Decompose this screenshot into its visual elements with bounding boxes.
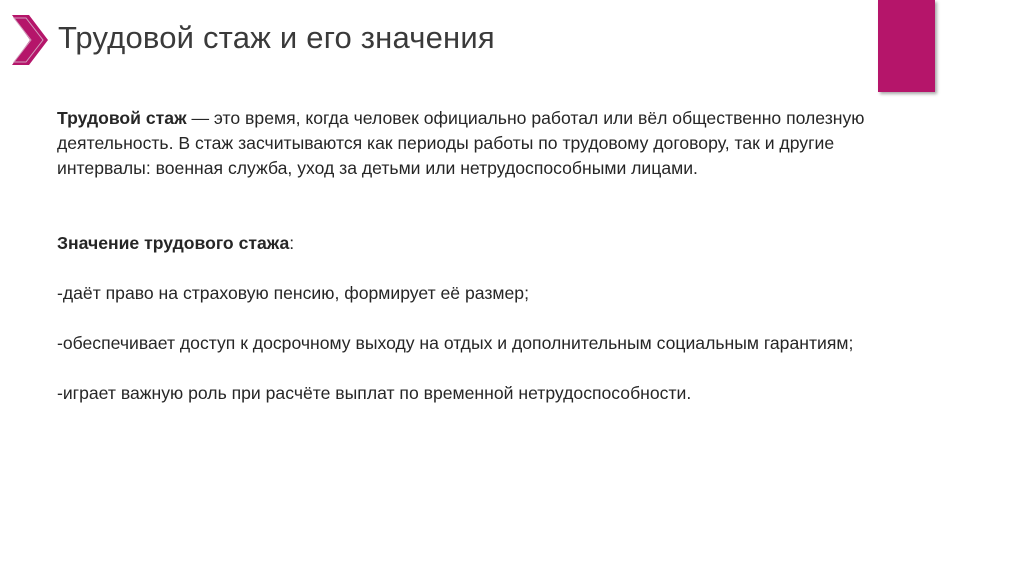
spacer (57, 206, 887, 231)
spacer (57, 356, 887, 381)
significance-heading-colon: : (289, 233, 295, 253)
intro-paragraph (57, 106, 887, 181)
spacer (57, 306, 887, 331)
slide-title: Трудовой стаж и его значения (58, 20, 495, 55)
significance-item-early-retirement: -обеспечивает доступ к досрочному выходу на отдых и дополнительным социальным гарантиям; (57, 333, 854, 353)
significance-item-pension: -даёт право на страховую пенсию, формирует её размер; (57, 283, 529, 303)
intro-text: — это время, когда человек официально работал или вёл общественно полезную деятельность. В стаж засчитываются как периоды работы по трудовому договору, так и другие интервалы: военная служба, уход за детьми или нетрудоспособными лицами. (57, 108, 865, 178)
chevron-right-icon (8, 12, 52, 68)
slide-body (57, 106, 887, 406)
intro-term: Трудовой стаж (57, 108, 187, 128)
significance-item-sick-pay: -играет важную роль при расчёте выплат по временной нетрудоспособности. (57, 383, 692, 403)
significance-heading (57, 231, 887, 256)
spacer (57, 256, 887, 281)
accent-bar (878, 0, 935, 92)
significance-heading-text: Значение трудового стажа (57, 233, 290, 253)
